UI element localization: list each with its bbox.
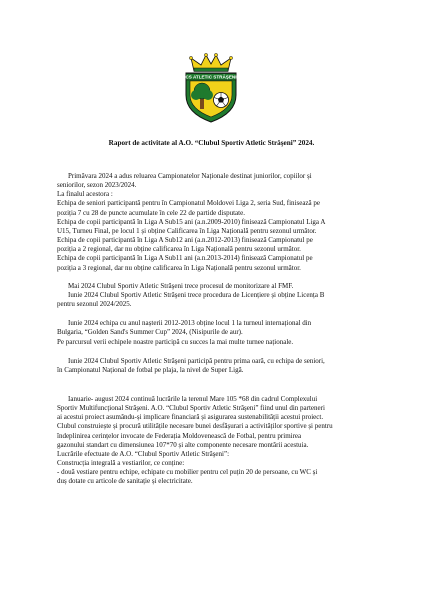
crown-icon	[189, 53, 232, 71]
paragraph-line: îndeplinirea cerințelor invocate de Federația Moldovenească de Fotbal, pentru primirea	[57, 431, 302, 440]
crest-banner-text: CS ATLETIC STRĂȘENI	[185, 74, 237, 80]
paragraph-line: Iunie 2024 echipa cu anul nașterii 2012-2013 obține locul 1 la turneul internațional din	[68, 319, 312, 328]
football-icon	[214, 93, 229, 108]
paragraph-line: Lucrările efectuate de A.O. “Clubul Sportiv Atletic Străşeni”:	[57, 449, 230, 458]
paragraph-line: Sportiv Multifuncțional Străşeni. A.O. “Clubul Sportiv Atletic Străşeni” fiind unul din parteneri	[57, 404, 325, 413]
paragraph-line: Bulgaria, “Golden Sand's Summer Cup” 2024, (Nisipurile de aur).	[57, 328, 243, 337]
paragraph-line: duș dotate cu articole de sanitație și electricitate.	[57, 477, 193, 486]
paragraph-line: Ianuarie- august 2024 continuă lucrările la terenul Mare 105 *68 din cadrul Complexului	[68, 394, 318, 403]
paragraph-line: Clubul construiește și procură utilitățile necesare bunei desfășurari a activităților sportive și pentru	[57, 422, 333, 431]
paragraph-line: Primăvara 2024 a adus reluarea Campionatelor Naționale destinat juniorilor, copiilor și	[68, 172, 312, 180]
paragraph-line: Construcția integrală a vestiarilor, ce conține:	[57, 459, 185, 468]
paragraph-line: poziția a 2 regional, dar nu obține calificarea în Liga Națională pentru sezonul următor.	[57, 245, 301, 254]
paragraph-line: U15, Turneu Final, pe locul 1 și obține Calificarea în Liga Națională pentru sezonul următor.	[57, 226, 317, 235]
paragraph-line: - două vestiare pentru echipe, echipate cu mobilier pentru cel puțin 20 de persoane, cu WC și	[57, 468, 318, 477]
paragraph-line: Echipa de seniori participantă pentru în Campionatul Moldovei Liga 2, seria Sud, finisează pe	[57, 199, 321, 208]
paragraph-line: pentru sezonul 2024/2025.	[57, 300, 132, 309]
paragraph-line: Echipa de copii participantă în Liga A Sub15 ani (a.n.2009-2010) finisează Campionatul Liga A	[57, 217, 326, 226]
report-title: Raport de activitate al A.O. “Clubul Sportiv Atletic Străşeni” 2024.	[108, 139, 315, 147]
paragraph-line: Pe parcursul verii echipele noastre participă cu succes la mai multe turnee naționale.	[57, 337, 294, 346]
paragraph-line: poziția 7 cu 28 de puncte acumulate în cele 22 de partide disputate.	[57, 208, 245, 217]
paragraph-line: Echipa de copii participantă în Liga A Sub11 ani (a.n.2013-2014) finisează Campionatul pe	[57, 254, 313, 263]
report-body	[57, 172, 394, 487]
paragraph-line: gazonului standart cu dimensiunea 107*70 și alte componente necesare montării acestuia.	[57, 440, 309, 449]
club-crest-logo	[177, 53, 245, 123]
paragraph-line: Mai 2024 Clubul Sportiv Atletic Străşeni trece procesul de monitorizare al FMF.	[68, 281, 294, 290]
paragraph-line: Iunie 2024 Clubul Sportiv Atletic Străşeni participă pentru prima oară, cu echipa de seniori,	[68, 356, 325, 365]
paragraph-line: seniorilor, sezon 2023/2024.	[57, 181, 137, 190]
paragraph-line: Echipa de copii participantă în Liga A Sub12 ani (a.n.2012-2013) finisează Campionatul pe	[57, 236, 313, 245]
paragraph-line: poziția a 3 regional, dar nu obține calificarea în Liga Națională pentru sezonul următor.	[57, 263, 301, 272]
paragraph-line: Iunie 2024 Clubul Sportiv Atletic Străşeni trece procedura de Licențiere și obține Licența B	[68, 290, 325, 299]
paragraph-line: La finalul acestora :	[57, 190, 113, 199]
paragraph-line: în Campionatul Național de fotbal pe plaja, la nivel de Super Ligă.	[57, 365, 244, 374]
paragraph-line: ai acestui proiect asumându-și implicare financiară și asigurarea sustenabilității acestui proiect.	[57, 413, 324, 422]
